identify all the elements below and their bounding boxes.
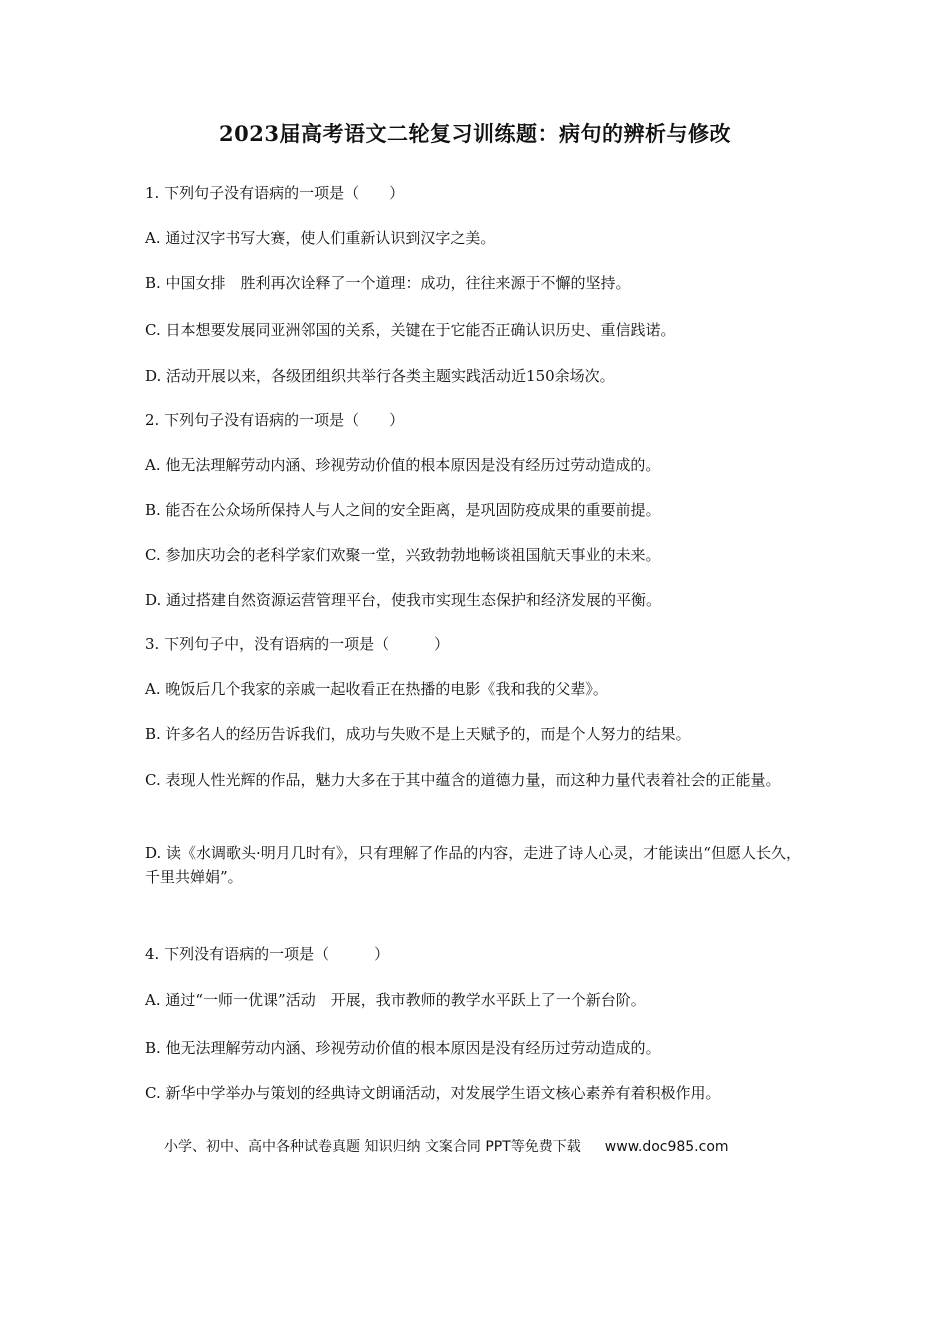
question-1-option-b: B. 中国女排 胜利再次诠释了一个道理：成功，往往来源于不懈的坚持。 (145, 274, 631, 292)
question-3-option-d: D. 读《水调歌头·明月几时有》，只有理解了作品的内容，走进了诗人心灵，才能读出“但愿人长久，千里共婵娟”。 (145, 844, 801, 886)
question-1-option-a: A. 通过汉字书写大赛，使人们重新认识到汉字之美。 (145, 229, 496, 247)
question-4-option-a: A. 通过“一师一优课”活动 开展，我市教师的教学水平跃上了一个新台阶。 (145, 991, 646, 1009)
question-4-option-b: B. 他无法理解劳动内涵、珍视劳动价值的根本原因是没有经历过劳动造成的。 (145, 1039, 661, 1057)
question-1-option-c: C. 日本想要发展同亚洲邻国的关系，关键在于它能否正确认识历史、重信践诺。 (145, 321, 676, 339)
question-4-stem: 4. 下列没有语病的一项是（ ） (145, 945, 390, 963)
question-1-option-d: D. 活动开展以来，各级团组织共举行各类主题实践活动近150余场次。 (145, 367, 615, 385)
question-3-option-b: B. 许多名人的经历告诉我们，成功与失败不是上天赋予的，而是个人努力的结果。 (145, 725, 691, 743)
question-3-stem: 3. 下列句子中，没有语病的一项是（ ） (145, 635, 450, 653)
question-4-option-c: C. 新华中学举办与策划的经典诗文朗诵活动，对发展学生语文核心素养有着积极作用。 (145, 1084, 721, 1102)
question-2-option-d: D. 通过搭建自然资源运营管理平台，使我市实现生态保护和经济发展的平衡。 (145, 591, 662, 609)
question-1-stem: 1. 下列句子没有语病的一项是（ ） (145, 184, 405, 202)
question-3-option-c: C. 表现人性光辉的作品，魅力大多在于其中蕴含的道德力量，而这种力量代表着社会的正能量。 (145, 771, 781, 789)
question-2-option-c: C. 参加庆功会的老科学家们欢聚一堂，兴致勃勃地畅谈祖国航天事业的未来。 (145, 546, 661, 564)
document-title: 2023届高考语文二轮复习训练题：病句的辨析与修改 (219, 121, 731, 146)
question-3-option-a: A. 晚饭后几个我家的亲戚一起收看正在热播的电影《我和我的父辈》。 (145, 680, 608, 698)
question-2-stem: 2. 下列句子没有语病的一项是（ ） (145, 411, 405, 429)
page-footer (164, 1136, 729, 1156)
question-2-option-a: A. 他无法理解劳动内涵、珍视劳动价值的根本原因是没有经历过劳动造成的。 (145, 456, 661, 474)
question-2-option-b: B. 能否在公众场所保持人与人之间的安全距离，是巩固防疫成果的重要前提。 (145, 501, 661, 519)
footer-url[interactable]: www.doc985.com (604, 1139, 729, 1155)
footer-text: 小学、初中、高中各种试卷真题 知识归纳 文案合同 PPT等免费下载 (164, 1139, 581, 1155)
